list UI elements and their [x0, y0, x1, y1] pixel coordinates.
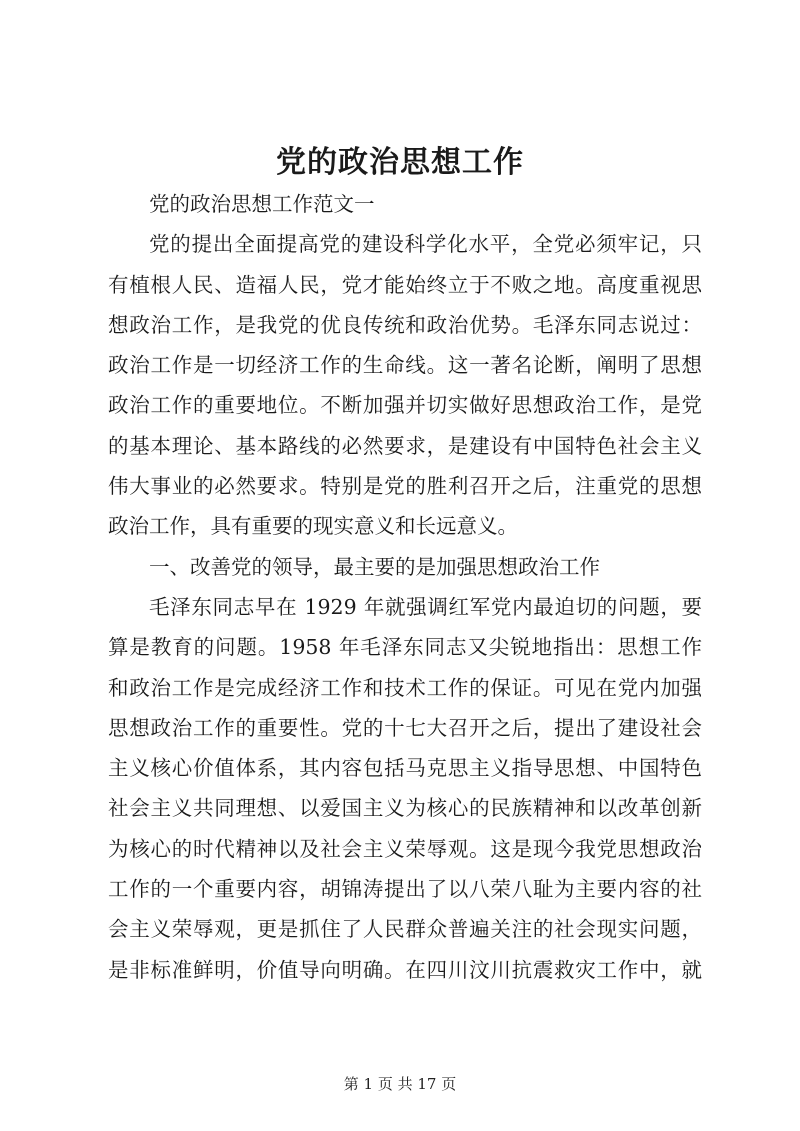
paragraph-line: 党的提出全面提高党的建设科学化水平，全党必须牢记，只 — [149, 232, 702, 257]
paragraph-line: 政治工作是一切经济工作的生命线。这一著名论断，阐明了思想 — [108, 353, 702, 378]
page-indicator: 第 1 页 共 17 页 — [343, 1075, 457, 1093]
paragraph-line: 为核心的时代精神以及社会主义荣辱观。这是现今我党思想政治 — [108, 836, 702, 861]
page-footer — [0, 1072, 800, 1096]
paragraph-line: 是非标准鲜明，价值导向明确。在四川汶川抗震救灾工作中，就 — [108, 957, 702, 982]
document-body — [108, 184, 702, 990]
document-title: 党的政治思想工作 — [276, 145, 524, 180]
paragraph-line: 思想政治工作的重要性。党的十七大召开之后，提出了建设社会 — [108, 715, 702, 740]
paragraph-line: 伟大事业的必然要求。特别是党的胜利召开之后，注重党的思想 — [108, 474, 702, 499]
paragraph-line: 政治工作，具有重要的现实意义和长远意义。 — [108, 514, 518, 539]
section-heading-1: 一、改善党的领导，最主要的是加强思想政治工作 — [149, 554, 600, 579]
paragraph-line: 政治工作的重要地位。不断加强并切实做好思想政治工作，是党 — [108, 393, 702, 418]
paragraph-line: 算是教育的问题。1958 年毛泽东同志又尖锐地指出：思想工作 — [108, 635, 702, 660]
paragraph-line: 会主义荣辱观，更是抓住了人民群众普遍关注的社会现实问题， — [108, 917, 702, 942]
paragraph-line: 有植根人民、造福人民，党才能始终立于不败之地。高度重视思 — [108, 272, 702, 297]
paragraph-line: 工作的一个重要内容，胡锦涛提出了以八荣八耻为主要内容的社 — [108, 877, 702, 902]
paragraph-line: 社会主义共同理想、以爱国主义为核心的民族精神和以改革创新 — [108, 796, 702, 821]
paragraph-line: 和政治工作是完成经济工作和技术工作的保证。可见在党内加强 — [108, 675, 702, 700]
paragraph-line: 想政治工作，是我党的优良传统和政治优势。毛泽东同志说过： — [108, 312, 702, 337]
paragraph-line: 的基本理论、基本路线的必然要求，是建设有中国特色社会主义 — [108, 433, 702, 458]
paragraph-line: 主义核心价值体系，其内容包括马克思主义指导思想、中国特色 — [108, 756, 702, 781]
section-heading-sample: 党的政治思想工作范文一 — [149, 192, 375, 216]
paragraph-line: 毛泽东同志早在 1929 年就强调红军党内最迫切的问题，要 — [149, 594, 702, 619]
